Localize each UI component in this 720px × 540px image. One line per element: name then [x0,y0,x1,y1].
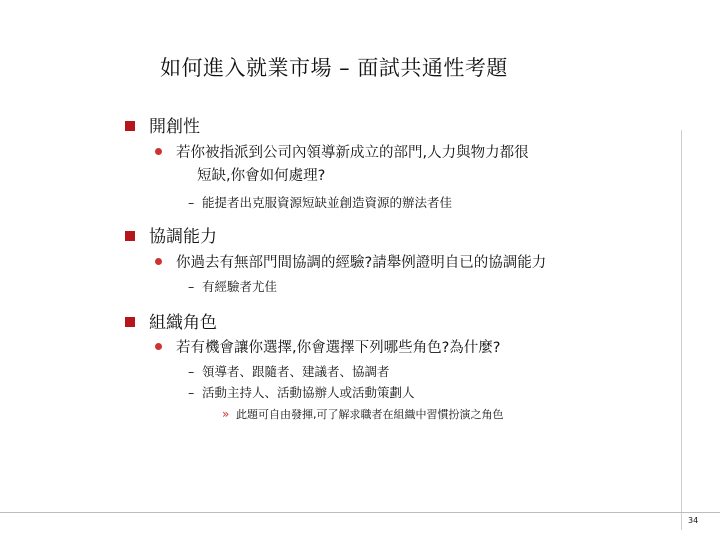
slide-title: 如何進入就業市場 – 面試共通性考題 [160,56,508,80]
heading-text: 組織角色 [149,313,217,333]
dash-bullet-icon: – [188,364,195,379]
heading-text: 開創性 [149,117,200,137]
bullet-text: 若有機會讓你選擇,你會選擇下列哪些角色?為什麼? [176,340,501,356]
dot-bullet-icon [155,258,162,265]
bullet-text: 你過去有無部門間協調的經驗?請舉例證明自已的協調能力 [176,255,547,271]
dot-bullet-icon [155,148,162,155]
sub-item [188,277,277,295]
square-bullet-icon [125,121,135,131]
section-heading-creativity [125,112,200,137]
sub-item-text: 有經驗者尤佳 [202,279,278,294]
bullet-text: 若你被指派到公司內領導新成立的部門,人力與物力都很 [176,145,529,161]
bullet-text-continuation: 短缺,你會如何處理? [197,168,326,184]
dash-bullet-icon: – [188,279,195,294]
square-bullet-icon [125,231,135,241]
dash-bullet-icon: – [188,385,195,400]
sub-item [188,362,390,380]
sub-item [188,193,452,211]
sub-item-text: 領導者、跟隨者、建議者、協調者 [202,364,390,379]
double-chevron-bullet-icon: » [222,407,230,421]
heading-text: 協調能力 [149,227,217,247]
square-bullet-icon [125,317,135,327]
sub-item-text: 活動主持人、活動協辦人或活動策劃人 [202,385,415,400]
section-heading-coordination [125,222,217,247]
bullet-item [155,251,546,272]
bullet-item [155,336,501,357]
section-heading-organizational-role [125,308,217,333]
bullet-item [155,141,529,162]
sub-item-text: 能提者出克服資源短缺並創造資源的辦法者佳 [202,195,453,210]
note-text: 此題可自由發揮,可了解求職者在組織中習慣扮演之角色 [236,408,504,421]
note-item [222,406,504,422]
footer-divider [0,512,720,513]
dot-bullet-icon [155,343,162,350]
dash-bullet-icon: – [188,195,195,210]
vertical-divider [681,130,682,530]
sub-item [188,383,415,401]
page-number: 34 [688,516,699,525]
